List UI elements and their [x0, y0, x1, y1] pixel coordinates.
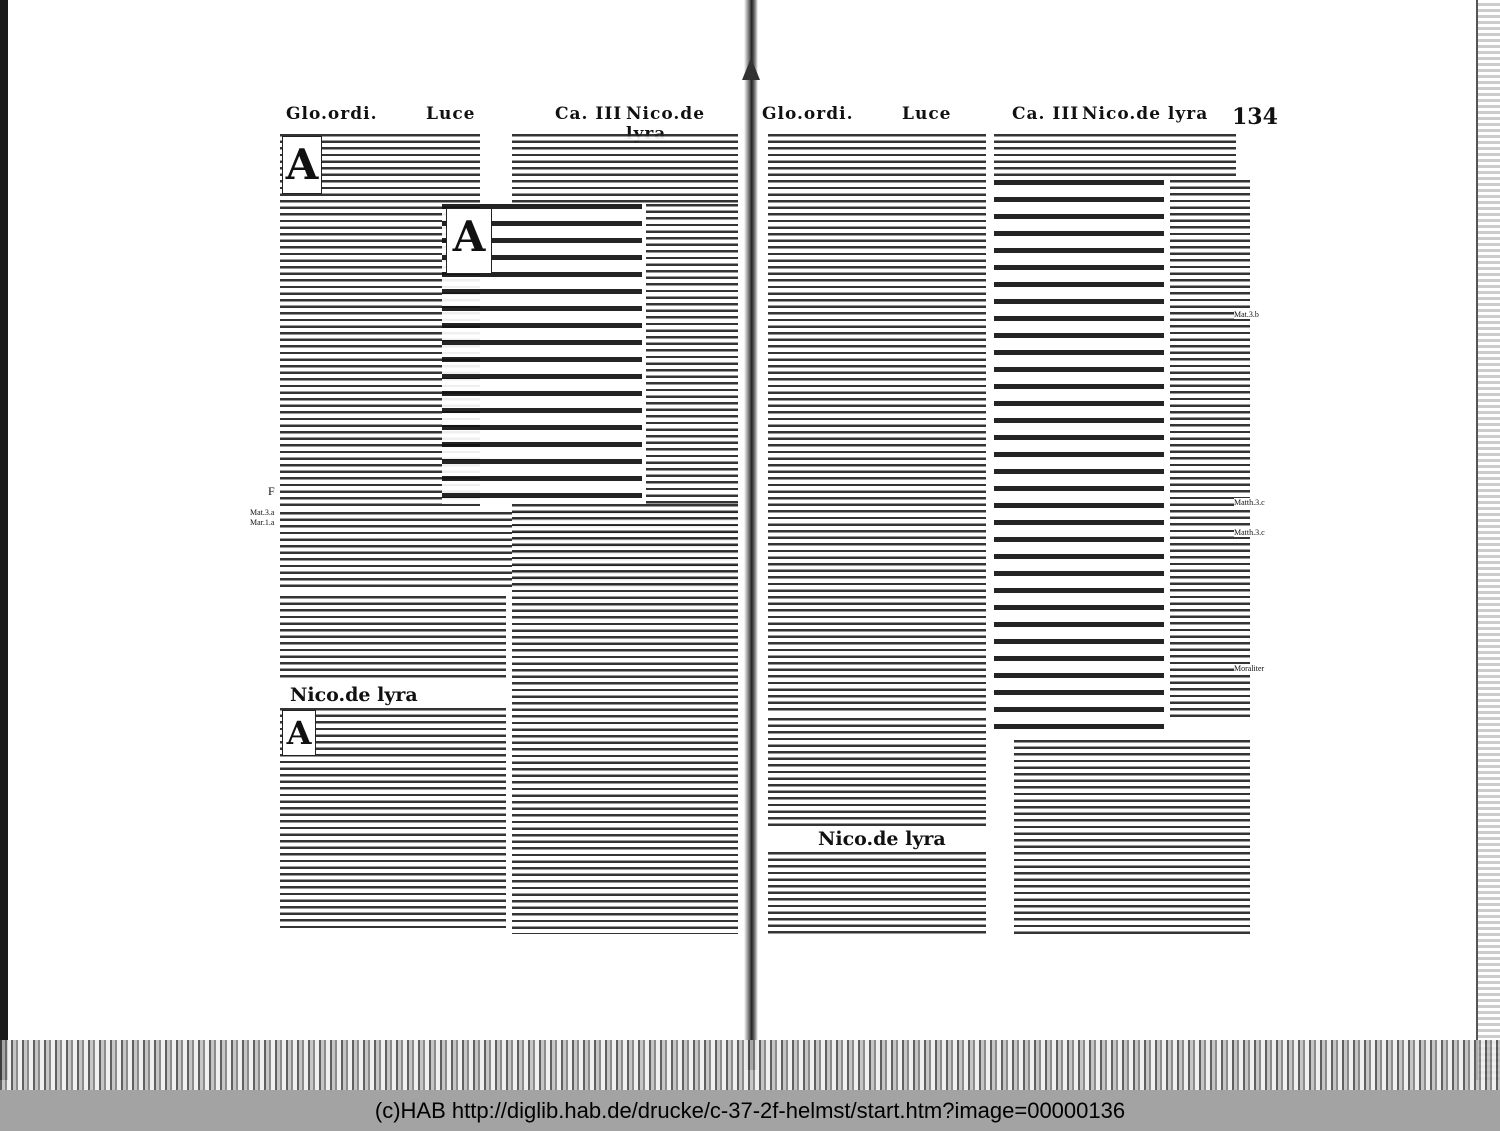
- right-header-author: Nico.de lyra: [1082, 104, 1209, 124]
- left-gloss-column-inner: [512, 134, 738, 204]
- book-gutter: [744, 0, 758, 1070]
- right-header-chapter: Ca. III: [1012, 104, 1080, 124]
- right-margin-note-3: Matth.3.c: [1234, 528, 1265, 537]
- right-gloss-column-left: [768, 134, 986, 714]
- left-initial-letter-1: A: [282, 136, 322, 194]
- right-margin-note-moraliter: Moraliter: [1234, 664, 1265, 673]
- right-running-header: [762, 104, 1262, 130]
- left-commentary-lower-right: [512, 504, 738, 934]
- left-margin-note-mar: Mar.1.a: [250, 518, 275, 527]
- left-running-header: [250, 104, 740, 130]
- right-margin-note-2: Matth.3.c: [1234, 498, 1265, 507]
- left-gloss-column-right: [646, 204, 738, 504]
- right-gloss-column-top: [994, 134, 1236, 178]
- copyright-footer: (c)HAB http://diglib.hab.de/drucke/c-37-2f-helmst/start.htm?image=00000136: [0, 1090, 1500, 1131]
- scan-border-right: [1476, 0, 1500, 1080]
- right-header-book: Luce: [902, 104, 952, 124]
- left-header-author: Nico.de: [626, 104, 706, 124]
- left-commentary-lower-left: [280, 596, 506, 682]
- left-margin-note-f: F: [268, 484, 275, 498]
- right-gloss-column-right: [1170, 180, 1250, 720]
- right-page: [762, 100, 1278, 1040]
- right-commentary-lower-left: [768, 718, 986, 828]
- left-header-gloss: Glo.ordi.: [286, 104, 378, 124]
- right-margin-note-1: Mat.3.b: [1234, 310, 1259, 319]
- scan-bottom-edge: [0, 1040, 1500, 1090]
- right-page-number: 134: [1232, 104, 1278, 130]
- left-margin-note-mat: Mat.3.a: [250, 508, 275, 517]
- scan-border-left: [0, 0, 8, 1080]
- left-page: [250, 100, 740, 1040]
- left-initial-letter-3: A: [282, 710, 316, 756]
- right-commentary-lower-left-2: [768, 852, 986, 938]
- gutter-tip: [742, 58, 760, 80]
- left-subheading: Nico.de lyra: [286, 684, 422, 706]
- left-initial-letter-2: A: [446, 208, 492, 274]
- left-header-chapter: Ca. III: [555, 104, 623, 124]
- right-scripture-text: [994, 180, 1164, 740]
- right-subheading: Nico.de lyra: [814, 828, 950, 850]
- right-commentary-lower-right: [1014, 740, 1250, 936]
- right-header-gloss: Glo.ordi.: [762, 104, 854, 124]
- left-header-book: Luce: [426, 104, 476, 124]
